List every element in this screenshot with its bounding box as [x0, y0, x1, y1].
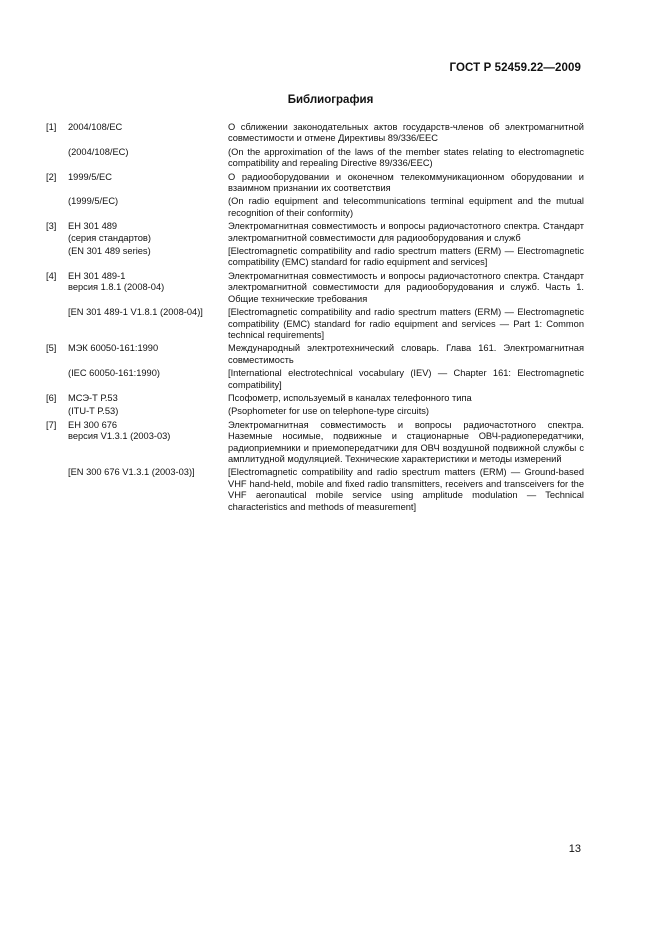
entry-text: Электромагнитная совместимость и вопросы радиочастотного спектра. Наземные носимые, подвижные и стационарные ОВЧ-радиопередатчики, радиоприемники и приемопередатчики для ОВЧ воздушной подвижной службы с амплитудной модуляцией. Технические характеристики и методы измерений: [228, 419, 584, 464]
bibliography-entry: [46, 172, 584, 220]
entry-code: МЭК 60050-161:1990: [68, 343, 159, 354]
entry-code: ЕН 301 489 (серия стандартов): [68, 221, 151, 243]
entry-text: [International electrotechnical vocabulary (IEV) — Chapter 161: Electromagnetic compatibility]: [228, 368, 584, 390]
page-number: 13: [568, 843, 581, 855]
bibliography-entry: [46, 420, 584, 513]
entry-text: (Psophometer for use on telephone-type circuits): [228, 406, 430, 417]
entry-text: Электромагнитная совместимость и вопросы радиочастотного спектра. Стандарт электромагнитной совместимости для радиооборудования и служб. Часть 1. Общие технические требования: [228, 270, 584, 304]
entry-number: [7]: [46, 419, 57, 430]
entry-number: [1]: [46, 122, 57, 132]
bibliography-entry: [46, 343, 584, 391]
entry-code: [EN 301 489-1 V1.8.1 (2008-04)]: [68, 307, 203, 318]
entry-text: Международный электротехнический словарь. Глава 161. Электромагнитная совместимость: [228, 343, 584, 365]
entry-code: ЕН 301 489-1 версия 1.8.1 (2008-04): [68, 270, 165, 293]
entry-code: ЕН 300 676 версия V1.3.1 (2003-03): [68, 419, 171, 442]
entry-text: [Electromagnetic compatibility and radio spectrum matters (ERM) — Electromagnetic compatibility (EMC) standard for radio equipment and services — Part 1: Common technical requirements]: [228, 307, 584, 340]
entry-text: [Electromagnetic compatibility and radio spectrum matters (ERM) — Ground-based VHF hand-held, mobile and fixed radio transmitters, receivers and transceivers for the VHF aeronautical mobile service using amplitude modulation — Technical characteristics and methods of measurement]: [228, 467, 584, 512]
entry-text: (On radio equipment and telecommunications terminal equipment and the mutual recognition of their conformity): [228, 196, 584, 218]
entry-number: [4]: [46, 270, 57, 281]
bibliography-entry: [46, 221, 584, 269]
entry-code: 2004/108/EC: [68, 122, 123, 132]
entry-code: (IEC 60050-161:1990): [68, 368, 160, 379]
entry-code: (1999/5/EC): [68, 196, 119, 207]
entry-code: (EN 301 489 series): [68, 246, 151, 257]
entry-code: МСЭ-Т Р.53: [68, 392, 118, 403]
entry-number: [2]: [46, 171, 57, 182]
entry-text: [Electromagnetic compatibility and radio spectrum matters (ERM) — Electromagnetic compatibility (EMC) standard for radio equipment and services]: [228, 246, 584, 268]
entry-number: [5]: [46, 343, 57, 354]
entry-code: [EN 300 676 V1.3.1 (2003-03)]: [68, 467, 195, 478]
entry-number: [6]: [46, 392, 57, 403]
entry-text: О сближении законодательных актов государств-членов об электромагнитной совместимости и отмене Директивы 89/336/ЕЕС: [228, 122, 584, 144]
bibliography-list: [46, 122, 584, 515]
entry-text: (On the approximation of the laws of the member states relating to electromagnetic compatibility and repealing Directive 89/336/EEC): [228, 146, 584, 169]
entry-code: (2004/108/EC): [68, 146, 129, 157]
bibliography-entry: [46, 122, 584, 170]
bibliography-entry: [46, 393, 584, 418]
bibliography-entry: [46, 271, 584, 341]
page-title: Библиография: [287, 94, 374, 106]
entry-text: О радиооборудовании и оконечном телекоммуникационном оборудовании и взаимном признании их соответствия: [228, 171, 584, 194]
document-id: ГОСТ Р 52459.22—2009: [449, 62, 581, 74]
entry-number: [3]: [46, 221, 57, 232]
entry-code: 1999/5/EC: [68, 171, 112, 182]
entry-text: Псофометр, используемый в каналах телефонного типа: [228, 392, 472, 403]
entry-text: Электромагнитная совместимость и вопросы радиочастотного спектра. Стандарт электромагнитной совместимости для радиооборудования и служб: [228, 221, 584, 243]
entry-code: (ITU-T P.53): [68, 406, 119, 417]
